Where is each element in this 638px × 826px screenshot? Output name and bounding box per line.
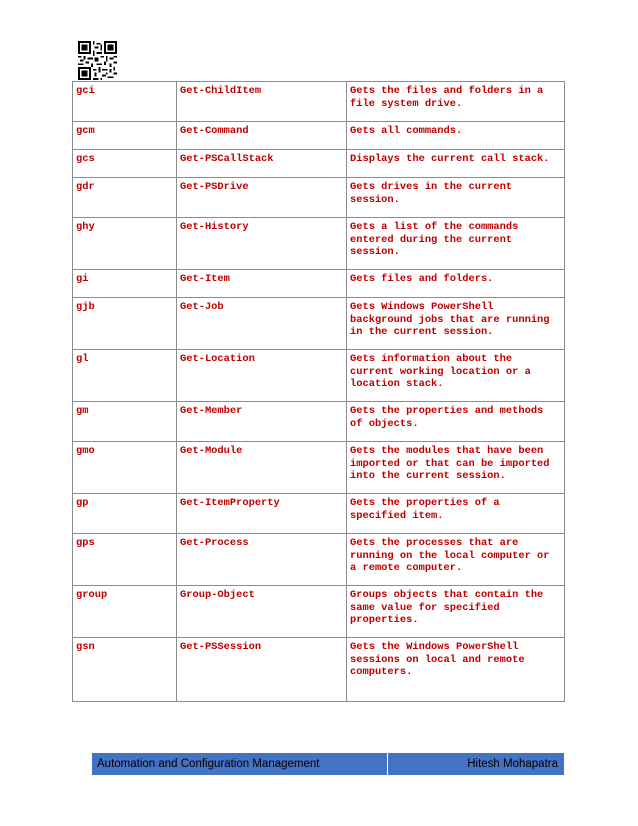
description-cell: Gets all commands. xyxy=(347,122,565,150)
cmdlet-cell: Get-PSCallStack xyxy=(177,150,347,178)
alias-cell: ghy xyxy=(73,218,177,270)
table-row xyxy=(73,442,565,494)
alias-table xyxy=(72,81,565,702)
cmdlet-cell: Get-Item xyxy=(177,270,347,298)
alias-cell: gsn xyxy=(73,638,177,702)
description-cell: Gets the properties of a specified item. xyxy=(347,494,565,534)
alias-cell: gp xyxy=(73,494,177,534)
table-row xyxy=(73,298,565,350)
description-cell: Groups objects that contain the same value for specified properties. xyxy=(347,586,565,638)
description-cell: Displays the current call stack. xyxy=(347,150,565,178)
cmdlet-cell: Get-Location xyxy=(177,350,347,402)
table-row xyxy=(73,586,565,638)
page-footer xyxy=(92,753,564,775)
footer-author: Hitesh Mohapatra xyxy=(467,758,558,770)
description-cell: Gets drives in the current session. xyxy=(347,178,565,218)
table-row xyxy=(73,82,565,122)
cmdlet-cell: Get-Command xyxy=(177,122,347,150)
alias-cell: gjb xyxy=(73,298,177,350)
description-cell: Gets a list of the commands entered during the current session. xyxy=(347,218,565,270)
cmdlet-cell: Get-History xyxy=(177,218,347,270)
table-row xyxy=(73,534,565,586)
description-cell: Gets files and folders. xyxy=(347,270,565,298)
table-row xyxy=(73,218,565,270)
alias-cell: group xyxy=(73,586,177,638)
cmdlet-cell: Get-Job xyxy=(177,298,347,350)
table-row xyxy=(73,150,565,178)
table-row xyxy=(73,270,565,298)
description-cell: Gets the files and folders in a file system drive. xyxy=(347,82,565,122)
table-row xyxy=(73,402,565,442)
cmdlet-cell: Get-PSDrive xyxy=(177,178,347,218)
alias-cell: gm xyxy=(73,402,177,442)
alias-cell: gci xyxy=(73,82,177,122)
cmdlet-cell: Group-Object xyxy=(177,586,347,638)
cmdlet-cell: Get-Module xyxy=(177,442,347,494)
cmdlet-cell: Get-Member xyxy=(177,402,347,442)
alias-cell: gps xyxy=(73,534,177,586)
table-row xyxy=(73,638,565,702)
alias-cell: gcm xyxy=(73,122,177,150)
description-cell: Gets Windows PowerShell background jobs that are running in the current session. xyxy=(347,298,565,350)
qr-code-icon xyxy=(78,41,117,80)
table-row xyxy=(73,122,565,150)
footer-title: Automation and Configuration Management xyxy=(92,753,388,775)
cmdlet-cell: Get-Process xyxy=(177,534,347,586)
description-cell: Gets the Windows PowerShell sessions on local and remote computers. xyxy=(347,638,565,702)
description-cell: Gets the modules that have been imported or that can be imported into the current session. xyxy=(347,442,565,494)
description-cell: Gets information about the current working location or a location stack. xyxy=(347,350,565,402)
table-row xyxy=(73,350,565,402)
alias-table-body xyxy=(73,82,565,702)
description-cell: Gets the properties and methods of objects. xyxy=(347,402,565,442)
table-row xyxy=(73,494,565,534)
table-row xyxy=(73,178,565,218)
alias-cell: gl xyxy=(73,350,177,402)
alias-cell: gcs xyxy=(73,150,177,178)
cmdlet-cell: Get-ChildItem xyxy=(177,82,347,122)
cmdlet-cell: Get-PSSession xyxy=(177,638,347,702)
alias-cell: gdr xyxy=(73,178,177,218)
description-cell: Gets the processes that are running on the local computer or a remote computer. xyxy=(347,534,565,586)
alias-cell: gmo xyxy=(73,442,177,494)
cmdlet-cell: Get-ItemProperty xyxy=(177,494,347,534)
alias-cell: gi xyxy=(73,270,177,298)
